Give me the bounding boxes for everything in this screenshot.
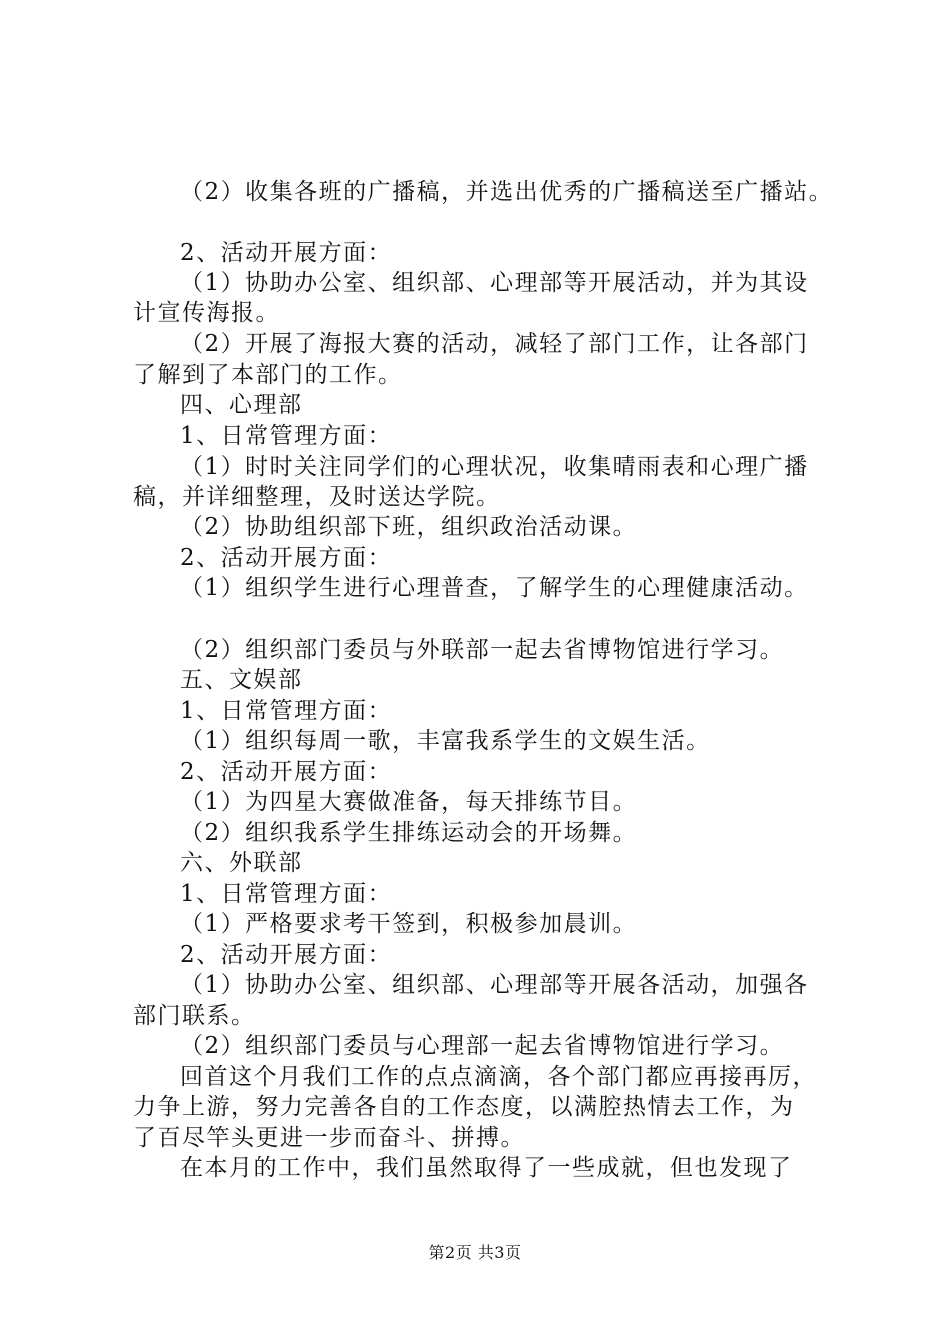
paragraph-line: （1）协助办公室、组织部、心理部等开展各活动，加强各 [180, 972, 809, 998]
paragraph-line: 了解到了本部门的工作。 [133, 362, 403, 388]
paragraph-line: 1、日常管理方面： [180, 881, 393, 907]
paragraph-line: （1）组织每周一歌，丰富我系学生的文娱生活。 [180, 728, 711, 754]
paragraph-line: （2）收集各班的广播稿，并选出优秀的广播稿送至广播站。 [180, 179, 834, 205]
page-footer: 第2页 共3页 [428, 1243, 522, 1262]
section-heading: 五、文娱部 [180, 667, 303, 693]
paragraph-line: （1）时时关注同学们的心理状况，收集晴雨表和心理广播 [180, 454, 809, 480]
paragraph-line: （2）组织部门委员与外联部一起去省博物馆进行学习。 [180, 637, 785, 663]
paragraph-line: 计宣传海报。 [133, 300, 280, 326]
paragraph-line: （2）组织我系学生排练运动会的开场舞。 [180, 820, 638, 846]
paragraph-line: （1）组织学生进行心理普查，了解学生的心理健康活动。 [180, 575, 809, 601]
paragraph-line: 1、日常管理方面： [180, 698, 393, 724]
paragraph-line: 2、活动开展方面： [180, 545, 393, 571]
paragraph-line: （2）协助组织部下班，组织政治活动课。 [180, 514, 638, 540]
paragraph-line: 1、日常管理方面： [180, 423, 393, 449]
paragraph-line: （1）严格要求考干签到，积极参加晨训。 [180, 911, 638, 937]
paragraph-line: （1）协助办公室、组织部、心理部等开展活动，并为其设 [180, 270, 809, 296]
paragraph-line: 在本月的工作中，我们虽然取得了一些成就，但也发现了 [180, 1155, 793, 1181]
paragraph-line: 力争上游，努力完善各自的工作态度，以满腔热情去工作，为 [133, 1094, 795, 1120]
paragraph-line: 部门联系。 [133, 1003, 256, 1029]
paragraph-line: 稿，并详细整理，及时送达学院。 [133, 484, 501, 510]
paragraph-line: 2、活动开展方面： [180, 240, 393, 266]
section-heading: 六、外联部 [180, 850, 303, 876]
paragraph-line: （1）为四星大赛做准备，每天排练节目。 [180, 789, 638, 815]
section-heading: 四、心理部 [180, 392, 303, 418]
paragraph-line: （2）开展了海报大赛的活动，减轻了部门工作，让各部门 [180, 331, 809, 357]
paragraph-line: （2）组织部门委员与心理部一起去省博物馆进行学习。 [180, 1033, 785, 1059]
paragraph-line: 2、活动开展方面： [180, 942, 393, 968]
paragraph-line: 了百尽竿头更进一步而奋斗、拼搏。 [133, 1125, 525, 1151]
paragraph-line: 2、活动开展方面： [180, 759, 393, 785]
paragraph-line: 回首这个月我们工作的点点滴滴，各个部门都应再接再厉， [180, 1064, 817, 1090]
